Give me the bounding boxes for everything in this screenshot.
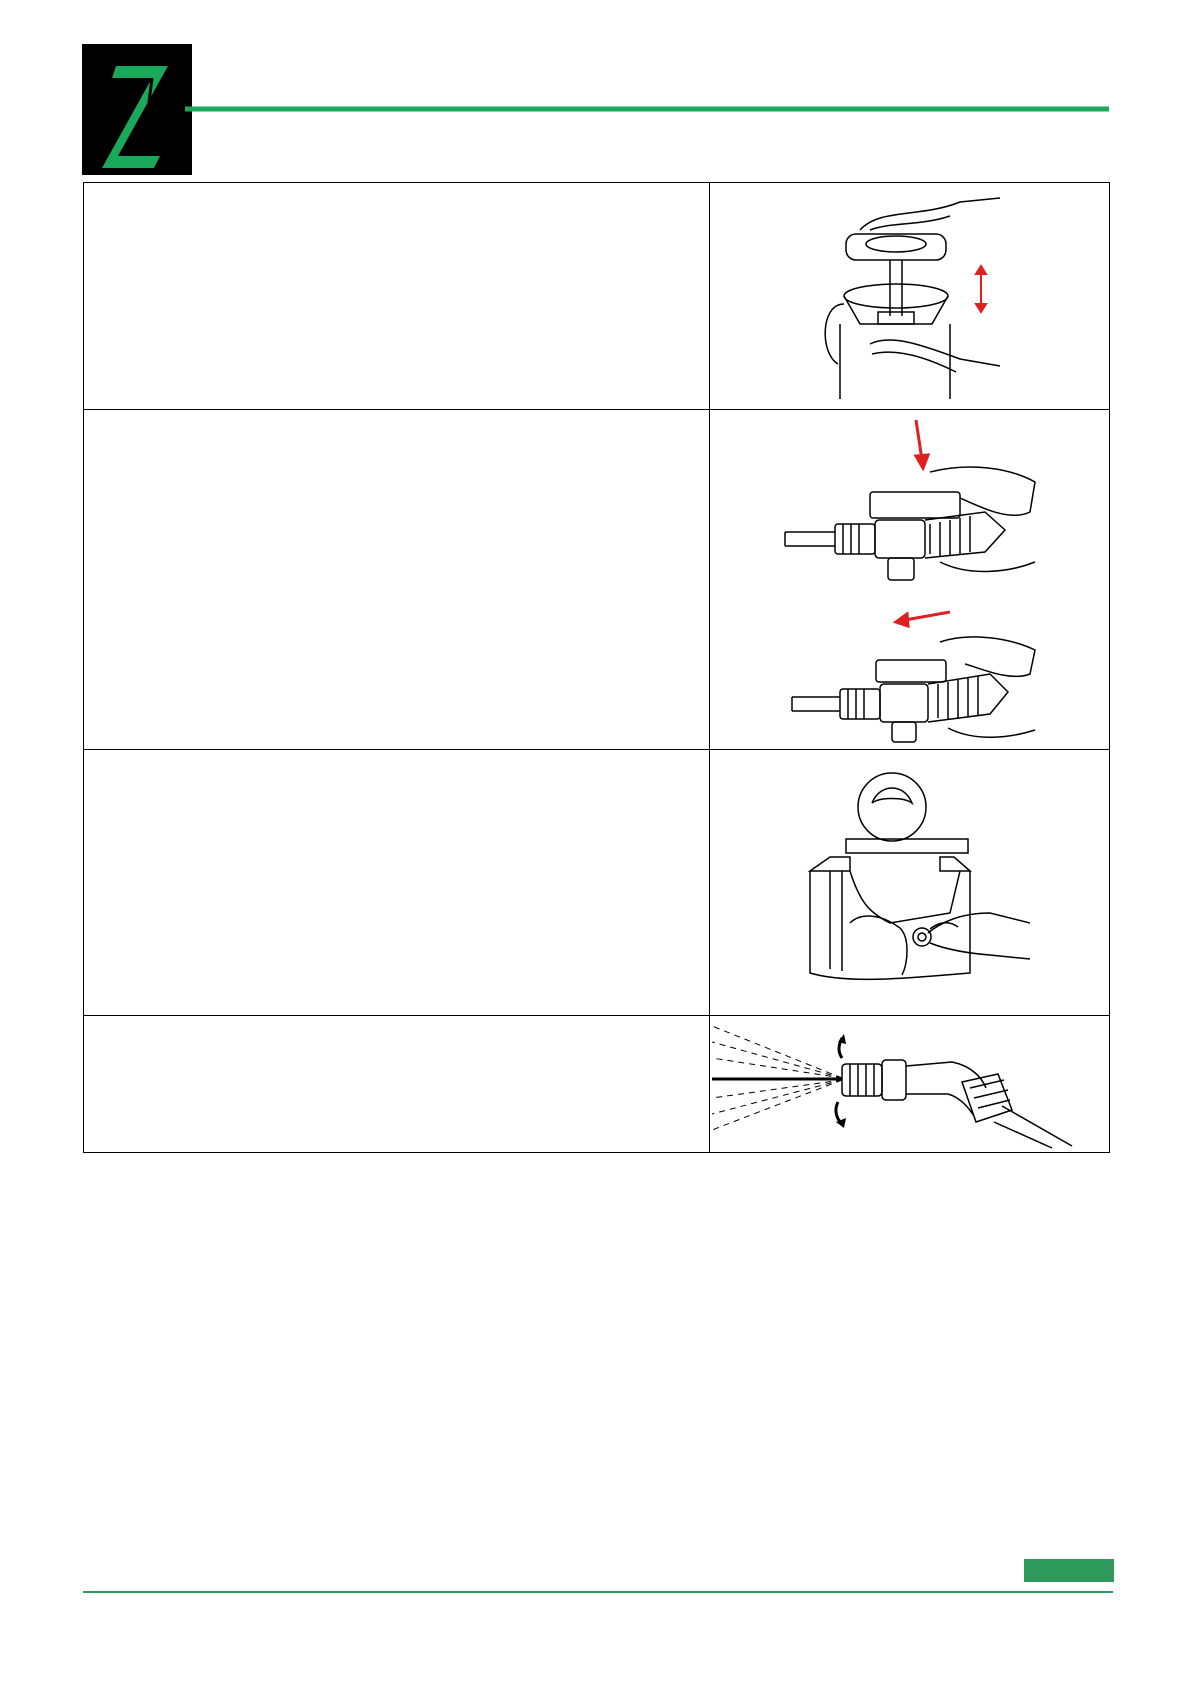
table-row <box>84 1016 1110 1153</box>
step-3-text <box>84 750 710 1016</box>
step-4-text <box>84 1016 710 1153</box>
table-row <box>84 410 1110 750</box>
footer-rule <box>83 1580 1113 1582</box>
table-row <box>84 183 1110 410</box>
zipper-z-logo-icon <box>82 44 192 175</box>
adjustable-nozzle-spray-pattern-illustration <box>712 1018 1107 1150</box>
brand-logo <box>82 44 192 175</box>
trigger-lock-spray-gun-illustration <box>780 412 1040 747</box>
instructions-table <box>83 182 1110 1153</box>
step-1-image-cell <box>710 183 1110 410</box>
step-4-image-cell <box>710 1016 1110 1153</box>
step-2-image-cell <box>710 410 1110 750</box>
pressure-relief-valve-illustration <box>790 763 1030 1003</box>
pump-handle-pressurize-illustration <box>810 194 1010 399</box>
table-row <box>84 750 1110 1016</box>
step-2-text <box>84 410 710 750</box>
step-3-image-cell <box>710 750 1110 1016</box>
header-rule <box>185 99 1109 105</box>
step-1-text <box>84 183 710 410</box>
page-number-tab <box>1024 1559 1114 1582</box>
